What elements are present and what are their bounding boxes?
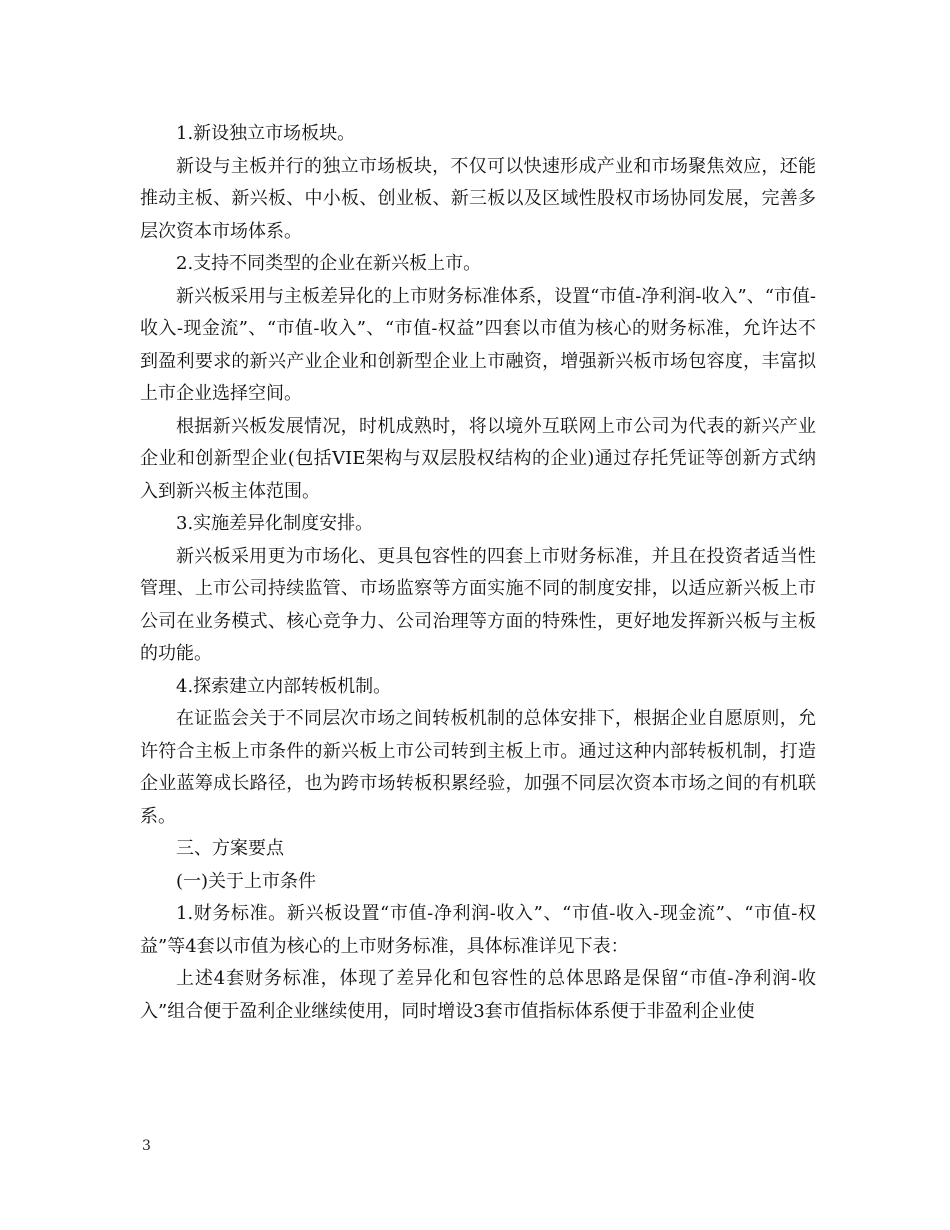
- paragraph-four-standards: 上述4套财务标准，体现了差异化和包容性的总体思路是保留“市值-净利润-收入”组合便于盈利企业继续使用，同时增设3套市值指标体系便于非盈利企业使: [140, 968, 816, 1022]
- heading-new-board: 1.新设独立市场板块。: [176, 123, 356, 144]
- paragraph-new-board: 新设与主板并行的独立市场板块，不仅可以快速形成产业和市场聚焦效应，还能推动主板、新兴板、中小板、创业板、新三板以及区域性股权市场协同发展，完善多层次资本市场体系。: [140, 155, 816, 242]
- page-number: 3: [142, 1138, 151, 1154]
- paragraph-financial-standards: 新兴板采用与主板差异化的上市财务标准体系，设置“市值-净利润-收入”、“市值-收入-现金流”、“市值-收入”、“市值-权益”四套以市值为核心的财务标准，允许达不到盈利要求的新兴产业企业和创新型企业上市融资，增强新兴板市场包容度，丰富拟上市企业选择空间。: [140, 285, 816, 404]
- heading-differentiated-system: 3.实施差异化制度安排。: [176, 513, 374, 534]
- paragraph-financial-criteria: 1.财务标准。新兴板设置“市值-净利润-收入”、“市值-收入-现金流”、“市值-权益”等4套以市值为核心的上市财务标准，具体标准详见下表：: [140, 903, 816, 957]
- document-body: [140, 118, 816, 1028]
- paragraph-differentiated-system: 新兴板采用更为市场化、更具包容性的四套上市财务标准，并且在投资者适当性管理、上市公司持续监管、市场监察等方面实施不同的制度安排，以适应新兴板上市公司在业务模式、核心竞争力、公司治理等方面的特殊性，更好地发挥新兴板与主板的功能。: [140, 545, 816, 664]
- heading-transfer-mechanism: 4.探索建立内部转板机制。: [176, 675, 392, 697]
- paragraph-vie-inclusion: 根据新兴板发展情况，时机成熟时，将以境外互联网上市公司为代表的新兴产业企业和创新型企业(包括VIE架构与双层股权结构的企业)通过存托凭证等创新方式纳入到新兴板主体范围。: [140, 415, 816, 502]
- heading-listing-conditions: (一)关于上市条件: [176, 870, 317, 892]
- heading-plan-points: 三、方案要点: [176, 838, 284, 859]
- paragraph-transfer-mechanism: 在证监会关于不同层次市场之间转板机制的总体安排下，根据企业自愿原则，允许符合主板上市条件的新兴板上市公司转到主板上市。通过这种内部转板机制，打造企业蓝筹成长路径，也为跨市场转板积累经验，加强不同层次资本市场之间的有机联系。: [140, 708, 816, 827]
- heading-support-listing: 2.支持不同类型的企业在新兴板上市。: [176, 253, 482, 274]
